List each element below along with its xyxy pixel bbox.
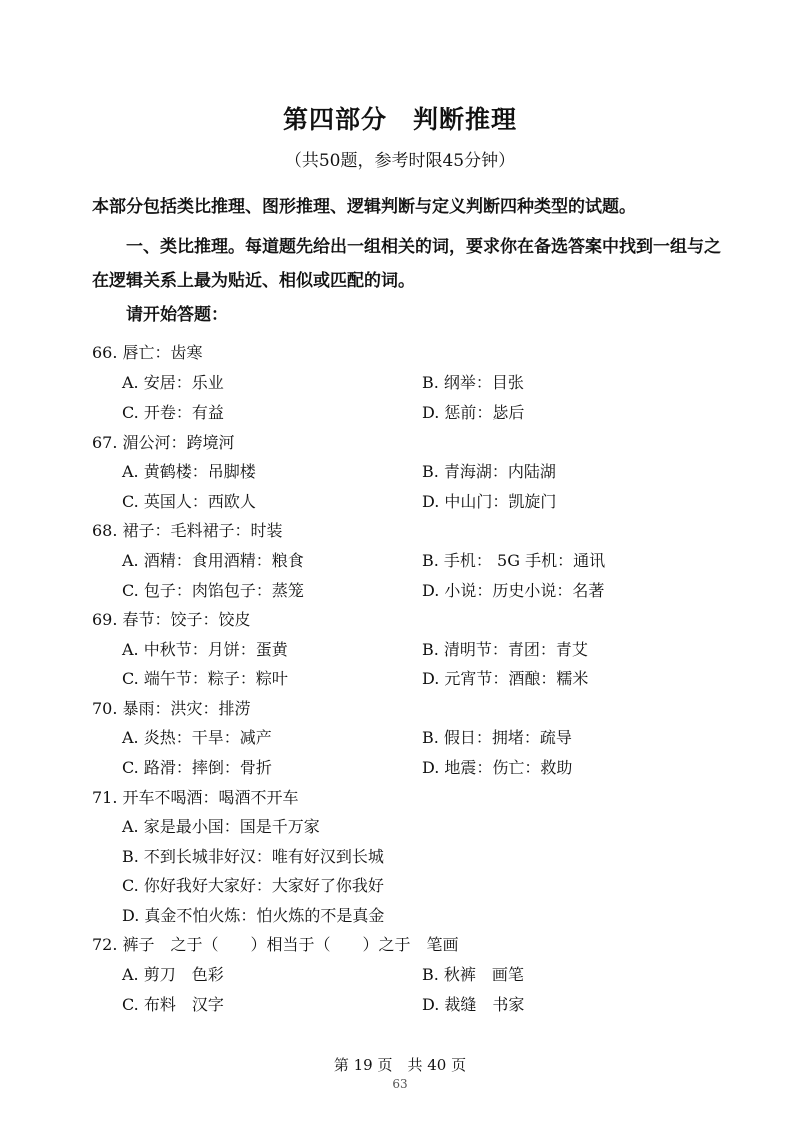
question-71-option-b: B. 不到长城非好汉：唯有好汉到长城 <box>122 847 384 866</box>
page-footer: 第 19 页 共 40 页 <box>333 1056 467 1074</box>
question-66-stem: 66. 唇亡：齿寒 <box>92 343 203 362</box>
section-subtitle: （共50题，参考时限45分钟） <box>284 151 516 171</box>
question-70-stem: 70. 暴雨：洪灾：排涝 <box>92 699 251 718</box>
start-prompt: 请开始答题： <box>126 305 228 325</box>
intro-paragraph: 本部分包括类比推理、图形推理、逻辑判断与定义判断四种类型的试题。 <box>92 197 636 217</box>
question-69-stem: 69. 春节：饺子：饺皮 <box>92 610 251 629</box>
question-66-option-d: D. 惩前：毖后 <box>422 403 525 422</box>
question-70-option-a: A. 炎热：干旱：减产 <box>122 728 272 747</box>
question-67-option-c: C. 英国人：西欧人 <box>122 492 256 511</box>
question-71-option-c: C. 你好我好大家好：大家好了你我好 <box>122 876 384 895</box>
question-67-stem: 67. 湄公河：跨境河 <box>92 433 235 452</box>
question-72-option-b: B. 秋裤 画笔 <box>422 965 524 984</box>
question-69-option-c: C. 端午节：粽子：粽叶 <box>122 669 288 688</box>
question-72-stem: 72. 裤子 之于（ ）相当于（ ）之于 笔画 <box>92 935 459 954</box>
question-72-option-c: C. 布料 汉字 <box>122 995 224 1014</box>
section-title: 第四部分 判断推理 <box>282 105 517 134</box>
question-71-option-d: D. 真金不怕火炼：怕火炼的不是真金 <box>122 906 385 925</box>
analogy-instructions: 一、类比推理。每道题先给出一组相关的词，要求你在备选答案中找到一组与之在逻辑关系上最为贴近、相似或匹配的词。 <box>92 237 721 291</box>
page-number: 63 <box>392 1077 408 1091</box>
question-69-option-b: B. 清明节：青团：青艾 <box>422 640 588 659</box>
question-66-option-c: C. 开卷：有益 <box>122 403 224 422</box>
question-68-option-c: C. 包子：肉馅包子：蒸笼 <box>122 581 304 600</box>
question-66-option-a: A. 安居：乐业 <box>122 373 224 392</box>
question-70-option-b: B. 假日：拥堵：疏导 <box>422 728 572 747</box>
question-68-stem: 68. 裙子：毛料裙子：时装 <box>92 521 283 540</box>
question-69-option-a: A. 中秋节：月饼：蛋黄 <box>122 640 288 659</box>
question-72-option-a: A. 剪刀 色彩 <box>122 965 224 984</box>
question-71-option-a: A. 家是最小国：国是千万家 <box>122 817 320 836</box>
question-67-option-b: B. 青海湖：内陆湖 <box>422 462 556 481</box>
question-71-stem: 71. 开车不喝酒：喝酒不开车 <box>92 788 299 807</box>
question-70-option-d: D. 地震：伤亡：救助 <box>422 758 573 777</box>
question-70-option-c: C. 路滑：摔倒：骨折 <box>122 758 272 777</box>
question-67-option-d: D. 中山门：凯旋门 <box>422 492 557 511</box>
question-67-option-a: A. 黄鹤楼：吊脚楼 <box>122 462 256 481</box>
question-72-option-d: D. 裁缝 书家 <box>422 995 525 1014</box>
question-68-option-d: D. 小说：历史小说：名著 <box>422 581 605 600</box>
question-69-option-d: D. 元宵节：酒酿：糯米 <box>422 669 589 688</box>
question-66-option-b: B. 纲举：目张 <box>422 373 524 392</box>
question-68-option-b: B. 手机： 5G 手机：通讯 <box>422 551 606 570</box>
question-68-option-a: A. 酒精：食用酒精：粮食 <box>122 551 304 570</box>
